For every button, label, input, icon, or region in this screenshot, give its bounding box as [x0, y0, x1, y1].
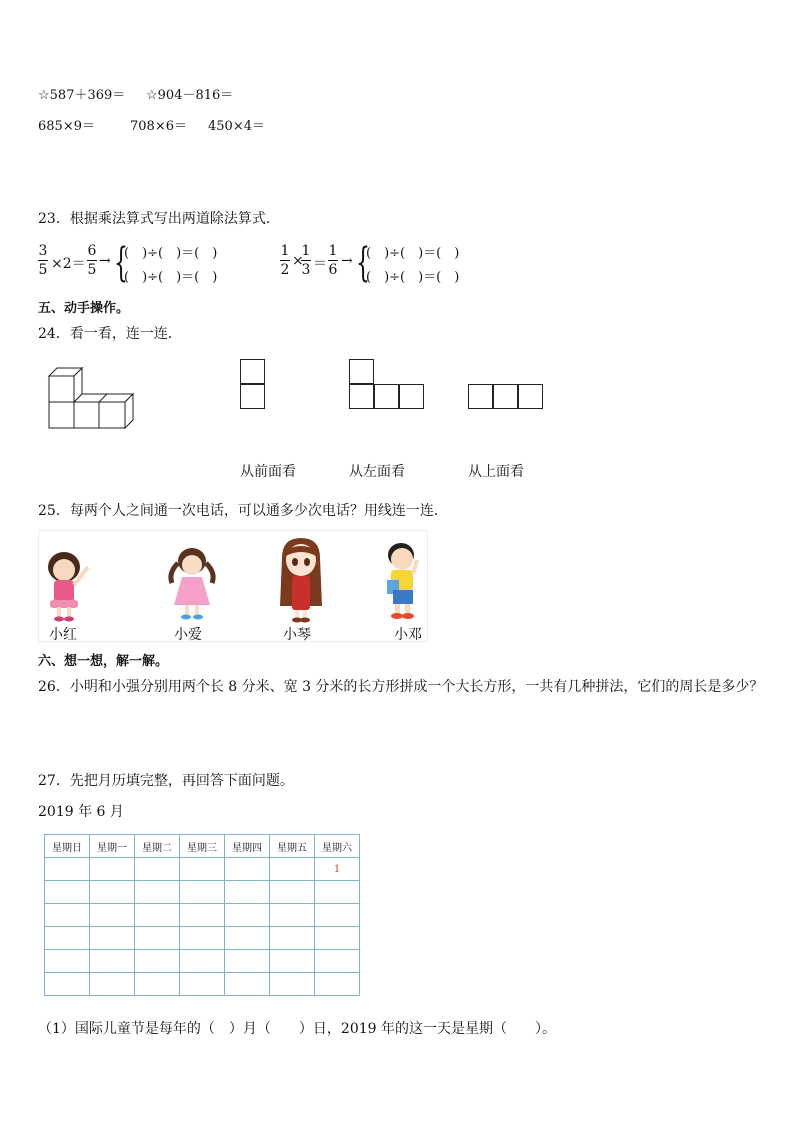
q27-sub1: （1）国际儿童节是每年的（ ）月（ ）日，2019 年的这一天是星期（ ）。 [38, 1021, 556, 1037]
q25-title: 25．每两个人之间通一次电话，可以通多少次电话？用线连一连． [38, 503, 448, 519]
view-square [349, 359, 374, 384]
calendar-cell[interactable] [180, 858, 225, 881]
calendar-cell[interactable] [135, 881, 180, 904]
calendar-cell[interactable] [270, 881, 315, 904]
calendar-cell[interactable] [90, 904, 135, 927]
calendar-cell[interactable] [270, 904, 315, 927]
arrow-icon: → [341, 253, 353, 269]
arrow-icon: → [99, 253, 111, 269]
view-square [374, 384, 399, 409]
q23-fraction-3-5: 3 5 [38, 243, 48, 278]
calendar-cell[interactable] [90, 927, 135, 950]
q26-text: 26．小明和小强分别用两个长 8 分米、宽 3 分米的长方形拼成一个大长方形，一共有几种拼法，它们的周长是多少？ [38, 679, 764, 695]
weekday-header: 星期三 [180, 835, 225, 858]
calendar-cell-first-day[interactable]: 1 [315, 858, 360, 881]
q23-blank-1a: ( )÷( )＝( ) [124, 246, 218, 261]
calendar-cell[interactable] [315, 950, 360, 973]
calendar-cell[interactable] [90, 881, 135, 904]
calendar-cell[interactable] [45, 927, 90, 950]
weekday-header: 星期四 [225, 835, 270, 858]
calendar-cell[interactable] [225, 904, 270, 927]
calendar-cell[interactable] [45, 950, 90, 973]
brace-icon: { [114, 240, 128, 286]
weekday-header: 星期六 [315, 835, 360, 858]
q23-eq2-equals: ＝ [313, 256, 327, 272]
girl-xiaoqin-avatar [276, 536, 326, 624]
q24-title: 24．看一看，连一连． [38, 326, 182, 342]
q23-fraction-6-5: 6 5 [87, 243, 97, 278]
calendar-cell[interactable] [180, 973, 225, 996]
view-square [240, 359, 265, 384]
q23-eq2-times: × [292, 253, 304, 269]
calendar-cell[interactable] [225, 881, 270, 904]
calendar-cell[interactable] [225, 973, 270, 996]
q23-title: 23．根据乘法算式写出两道除法算式． [38, 211, 280, 227]
calendar-cell[interactable] [90, 950, 135, 973]
boy-xiaodeng-avatar [381, 540, 425, 624]
label-front-view: 从前面看 [240, 464, 296, 480]
calendar-cell[interactable] [315, 881, 360, 904]
calendar-cell[interactable] [135, 950, 180, 973]
weekday-header: 星期二 [135, 835, 180, 858]
view-square [518, 384, 543, 409]
calendar-cell[interactable] [225, 858, 270, 881]
girl-xiaohong-avatar [40, 545, 98, 623]
label-left-view: 从左面看 [349, 464, 405, 480]
arith-587: ☆587＋369＝ [38, 88, 126, 103]
arith-904: ☆904－816＝ [146, 88, 234, 103]
section-5-heading: 五、动手操作。 [38, 301, 130, 316]
view-square [240, 384, 265, 409]
calendar-cell[interactable] [90, 973, 135, 996]
view-square [399, 384, 424, 409]
arith-450: 450×4＝ [208, 119, 265, 134]
calendar-cell[interactable] [45, 858, 90, 881]
calendar-cell[interactable] [45, 904, 90, 927]
cube-stack-figure [47, 366, 139, 432]
june-calendar-table [44, 834, 360, 996]
weekday-header: 星期日 [45, 835, 90, 858]
calendar-cell[interactable] [180, 950, 225, 973]
brace-icon: { [356, 240, 370, 286]
q23-fraction-1-6: 1 6 [328, 243, 338, 278]
q23-eq1-mid: ×2＝ [51, 256, 86, 272]
calendar-cell[interactable] [90, 858, 135, 881]
calendar-cell[interactable] [135, 973, 180, 996]
calendar-cell[interactable] [315, 927, 360, 950]
calendar-cell[interactable] [270, 858, 315, 881]
calendar-month-label: 2019 年 6 月 [38, 804, 124, 820]
calendar-cell[interactable] [315, 904, 360, 927]
calendar-cell[interactable] [180, 927, 225, 950]
calendar-cell[interactable] [315, 973, 360, 996]
calendar-cell[interactable] [270, 973, 315, 996]
girl-xiaoai-avatar [166, 543, 220, 623]
calendar-cell[interactable] [45, 973, 90, 996]
arith-685: 685×9＝ [38, 119, 95, 134]
q23-fraction-1-3: 1 3 [301, 243, 311, 278]
calendar-cell[interactable] [135, 904, 180, 927]
calendar-cell[interactable] [135, 858, 180, 881]
calendar-cell[interactable] [225, 927, 270, 950]
calendar-cell[interactable] [225, 950, 270, 973]
q23-fraction-1-2: 1 2 [280, 243, 290, 278]
calendar-cell[interactable] [270, 927, 315, 950]
view-square [349, 384, 374, 409]
section-6-heading: 六、想一想，解一解。 [38, 654, 169, 669]
weekday-header: 星期五 [270, 835, 315, 858]
calendar-cell[interactable] [270, 950, 315, 973]
calendar-cell[interactable] [180, 881, 225, 904]
q27-title: 27．先把月历填完整，再回答下面问题。 [38, 773, 294, 789]
name-xiaohong: 小红 [49, 627, 77, 643]
weekday-header: 星期一 [90, 835, 135, 858]
name-xiaoai: 小爱 [174, 627, 202, 643]
label-top-view: 从上面看 [468, 464, 524, 480]
view-square [493, 384, 518, 409]
calendar-cell[interactable] [45, 881, 90, 904]
q23-blank-2b: ( )÷( )＝( ) [366, 270, 460, 285]
calendar-cell[interactable] [135, 927, 180, 950]
calendar-cell[interactable] [180, 904, 225, 927]
arith-708: 708×6＝ [130, 119, 187, 134]
q23-blank-1b: ( )÷( )＝( ) [124, 270, 218, 285]
q23-blank-2a: ( )÷( )＝( ) [366, 246, 460, 261]
name-xiaoqin: 小琴 [283, 627, 311, 643]
name-xiaodeng: 小邓 [394, 627, 422, 643]
view-square [468, 384, 493, 409]
